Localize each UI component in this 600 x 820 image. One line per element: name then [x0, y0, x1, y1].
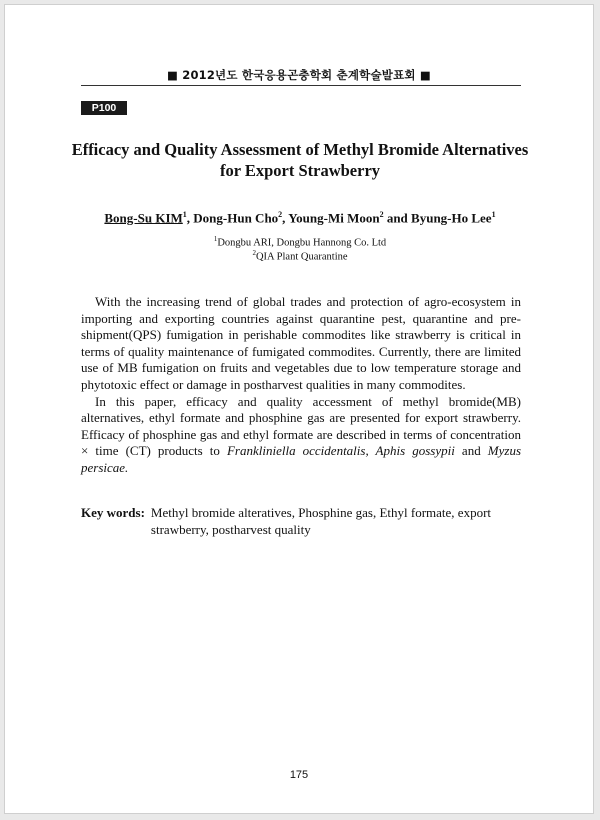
- header-rule: [81, 85, 521, 86]
- paper-title: [65, 139, 535, 181]
- keywords-label: Key words:: [81, 505, 145, 520]
- author-affil-sup: 2: [278, 210, 283, 219]
- author-affil-sup: 1: [491, 210, 496, 219]
- page-number: 175: [289, 769, 309, 781]
- author-list: [45, 210, 555, 226]
- poster-id-badge: P100: [81, 101, 127, 115]
- title-line-1: Efficacy and Quality Assessment of Methyl Bromide Alternatives: [71, 140, 529, 159]
- abstract-paragraph-2: [81, 394, 521, 477]
- author-name: Dong-Hun Cho: [193, 210, 279, 226]
- affiliation-text: Dongbu ARI, Dongbu Hannong Co. Ltd: [217, 237, 387, 249]
- abstract-text: In this paper, efficacy and quality accessment of methyl bromide(MB) alternatives, ethyl formate and phosphine gas are presented for export strawberry. Efficacy of phosphine gas and ethyl formate are described in terms of concentration × time (CT) products to: [81, 393, 521, 459]
- affiliation-sup: 1: [213, 235, 218, 243]
- affiliation-text: QIA Plant Quarantine: [255, 251, 348, 263]
- author-affil-sup: 2: [379, 210, 384, 219]
- affiliation-sup: 2: [252, 249, 256, 257]
- conference-header: ■ 2012년도 한국응용곤충학회 춘계학술발표회 ■: [166, 68, 431, 82]
- author-name: Byung-Ho Lee: [411, 210, 492, 226]
- keywords-text: Methyl bromide alteratives, Phosphine gas, Ethyl formate, export strawberry, postharvest quality: [150, 505, 492, 537]
- paper-page: [4, 4, 594, 814]
- author-name: Bong-Su KIM: [104, 210, 183, 226]
- affiliation-2: [45, 249, 555, 263]
- species-names: Frankliniella occidentalis, Aphis gossypii: [226, 443, 455, 459]
- author-affil-sup: 1: [182, 210, 187, 219]
- author-sep: ,: [186, 210, 194, 226]
- author-name: Young-Mi Moon: [288, 210, 380, 226]
- species-name: Myzus persicae.: [81, 443, 521, 475]
- abstract-paragraph-1: With the increasing trend of global trades and protection of agro-ecosystem in importing and exporting countries against quarantine pest, quarantine and pre-shipment(QPS) fumigation in perishable commodites like strawberry is critical in terms of quality maintenance of fumigated commodites. Currently, there are limited use of MB fumigation on fruits and vegetables due to low temperature storage and phytotoxic effect or damage in postharvest qualities in many commodites.: [81, 294, 521, 392]
- keywords: [81, 505, 521, 538]
- affiliation-1: [45, 235, 555, 249]
- author-sep: and: [383, 210, 412, 226]
- abstract-text: and: [454, 443, 488, 459]
- title-line-2: for Export Strawberry: [219, 161, 381, 180]
- abstract-body: [81, 294, 521, 477]
- author-sep: ,: [282, 210, 289, 226]
